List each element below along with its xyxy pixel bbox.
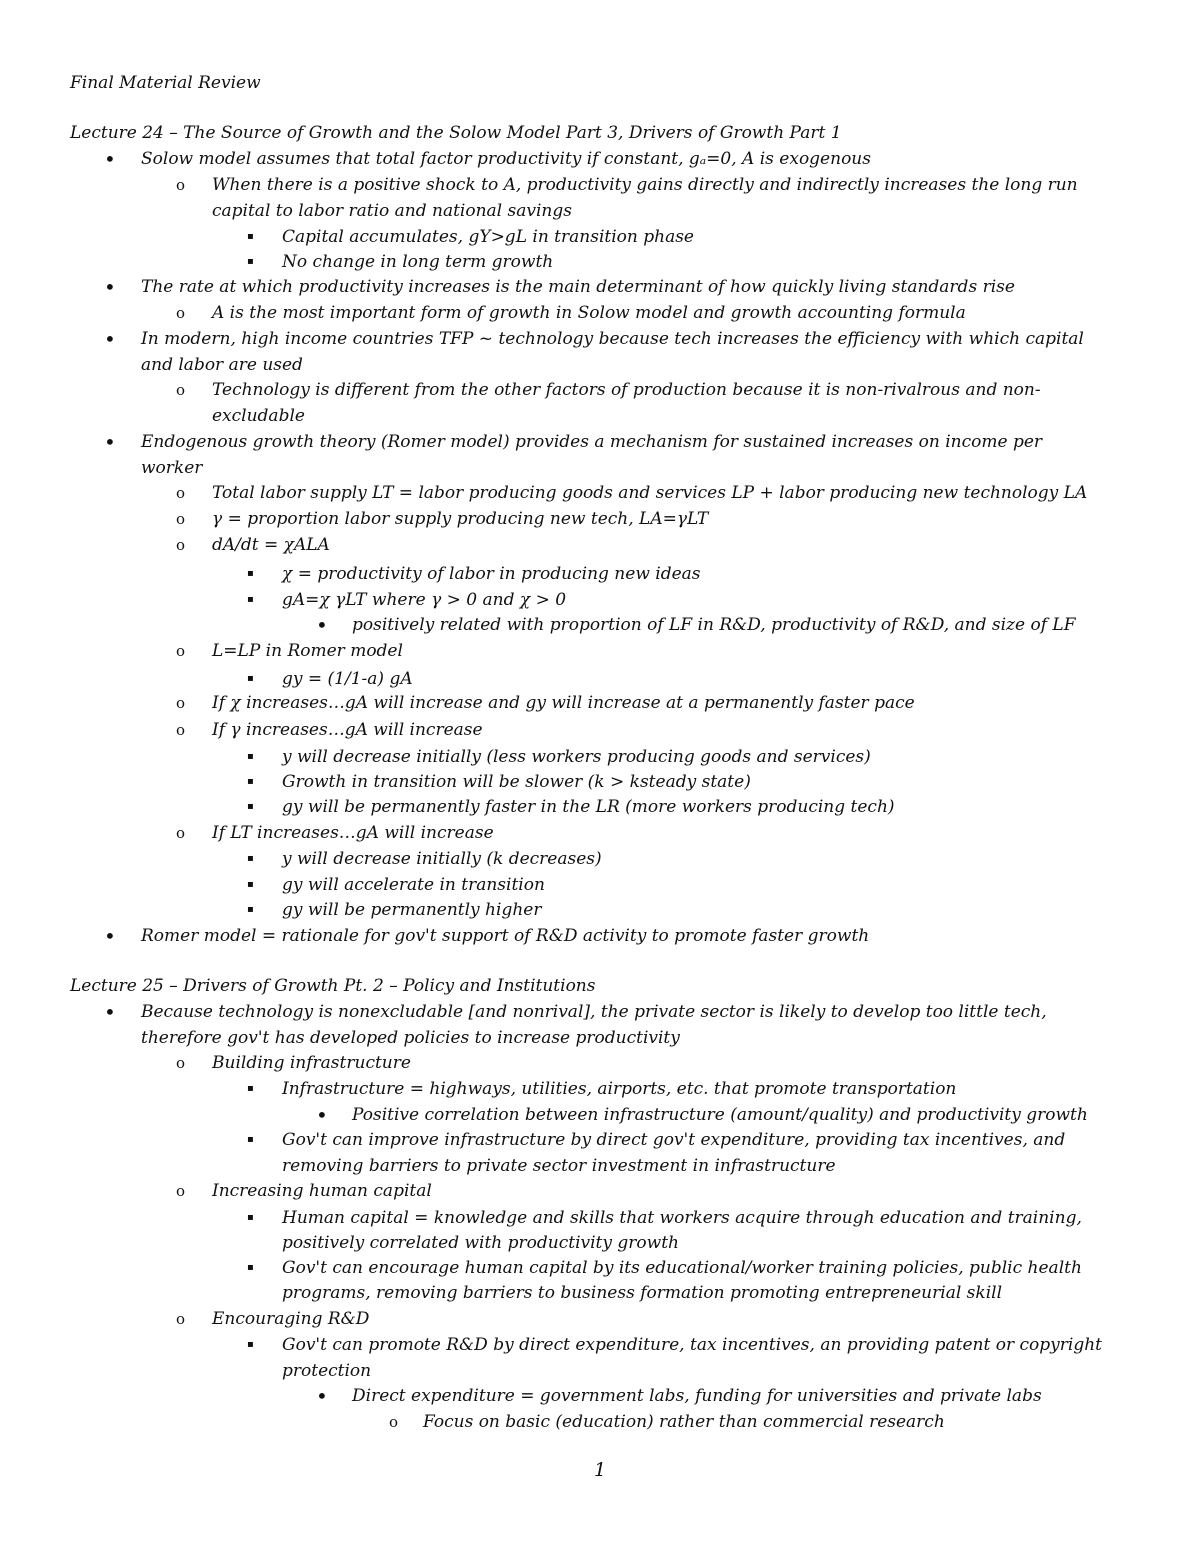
outline-line: y will decrease initially (k decreases)	[282, 849, 602, 869]
list-bullet-marker: ▪	[247, 1134, 254, 1145]
list-bullet-marker: •	[316, 1384, 328, 1408]
outline-line: excludable	[212, 406, 305, 426]
section-heading: Final Material Review	[70, 73, 261, 93]
list-bullet-marker: ▪	[247, 231, 254, 242]
list-bullet-marker: ▪	[247, 879, 254, 890]
outline-line: Focus on basic (education) rather than commercial research	[423, 1412, 945, 1432]
outline-line: programs, removing barriers to business formation promoting entrepreneurial skill	[282, 1283, 1003, 1303]
list-bullet-marker: •	[104, 430, 116, 454]
outline-line: Because technology is nonexcludable [and nonrival], the private sector is likely to develop too little tech,	[141, 1002, 1047, 1022]
outline-line: and labor are used	[141, 355, 303, 375]
list-bullet-marker: ▪	[247, 801, 254, 812]
outline-line: positively correlated with productivity growth	[282, 1233, 679, 1253]
outline-line: y will decrease initially (less workers producing goods and services)	[282, 747, 871, 767]
list-bullet-marker: •	[104, 327, 116, 351]
outline-line: Capital accumulates, gY>gL in transition phase	[282, 227, 694, 247]
outline-line: Direct expenditure = government labs, funding for universities and private labs	[352, 1386, 1042, 1406]
list-bullet-marker: o	[176, 484, 186, 502]
list-bullet-marker: o	[176, 176, 186, 194]
list-bullet-marker: ▪	[247, 594, 254, 605]
outline-line: If LT increases…gA will increase	[212, 823, 494, 843]
list-bullet-marker: ▪	[247, 853, 254, 864]
list-bullet-marker: ▪	[247, 1339, 254, 1350]
list-bullet-marker: ▪	[247, 256, 254, 267]
outline-line: Gov't can encourage human capital by its educational/worker training policies, public health	[282, 1258, 1082, 1278]
outline-line: positively related with proportion of LF in R&D, productivity of R&D, and size of LF	[352, 615, 1076, 635]
page-number: 1	[593, 1459, 607, 1481]
outline-line: χ = productivity of labor in producing new ideas	[282, 564, 701, 584]
outline-line: Gov't can promote R&D by direct expenditure, tax incentives, an providing patent or copyright	[282, 1335, 1102, 1355]
list-bullet-marker: o	[176, 304, 186, 322]
list-bullet-marker: o	[176, 721, 186, 739]
outline-line: Gov't can improve infrastructure by direct gov't expenditure, providing tax incentives, and	[282, 1130, 1066, 1150]
list-bullet-marker: o	[176, 1182, 186, 1200]
list-bullet-marker: o	[176, 642, 186, 660]
list-bullet-marker: o	[176, 536, 186, 554]
outline-line: dA/dt = χALA	[212, 535, 330, 555]
list-bullet-marker: ▪	[247, 1083, 254, 1094]
outline-line: gy will be permanently faster in the LR (more workers producing tech)	[282, 797, 895, 817]
outline-line: Positive correlation between infrastructure (amount/quality) and productivity growth	[352, 1105, 1088, 1125]
list-bullet-marker: •	[316, 1103, 328, 1127]
list-bullet-marker: ▪	[247, 904, 254, 915]
outline-line: Total labor supply LT = labor producing goods and services LP + labor producing new technology LA	[212, 483, 1088, 503]
outline-line: If χ increases…gA will increase and gy will increase at a permanently faster pace	[212, 693, 915, 713]
outline-line: worker	[141, 458, 203, 478]
outline-line: Romer model = rationale for gov't support of R&D activity to promote faster growth	[141, 926, 870, 946]
outline-line: protection	[282, 1361, 372, 1381]
list-bullet-marker: o	[176, 1310, 186, 1328]
outline-line: Human capital = knowledge and skills that workers acquire through education and training,	[282, 1208, 1082, 1228]
outline-line: If γ increases…gA will increase	[212, 720, 483, 740]
outline-line: gy will accelerate in transition	[282, 875, 545, 895]
outline-line: gy will be permanently higher	[282, 900, 542, 920]
list-bullet-marker: ▪	[247, 776, 254, 787]
outline-line: Endogenous growth theory (Romer model) provides a mechanism for sustained increases on income per	[141, 432, 1043, 452]
outline-line: capital to labor ratio and national savings	[212, 201, 572, 221]
list-bullet-marker: •	[316, 613, 328, 637]
outline-line: Increasing human capital	[212, 1181, 432, 1201]
outline-line: The rate at which productivity increases is the main determinant of how quickly living standards rise	[141, 277, 1015, 297]
outline-line: γ = proportion labor supply producing new tech, LA=γLT	[212, 509, 709, 529]
list-bullet-marker: o	[176, 694, 186, 712]
outline-line: Building infrastructure	[212, 1053, 411, 1073]
outline-line: L=LP in Romer model	[212, 641, 403, 661]
list-bullet-marker: ▪	[247, 1212, 254, 1223]
outline-line: Infrastructure = highways, utilities, airports, etc. that promote transportation	[282, 1079, 957, 1099]
outline-line: gy = (1/1-a) gA	[282, 669, 413, 689]
outline-line: therefore gov't has developed policies to increase productivity	[141, 1028, 680, 1048]
list-bullet-marker: •	[104, 1000, 116, 1024]
list-bullet-marker: o	[176, 824, 186, 842]
section-heading: Lecture 25 – Drivers of Growth Pt. 2 – Policy and Institutions	[70, 976, 596, 996]
outline-line: removing barriers to private sector investment in infrastructure	[282, 1156, 836, 1176]
list-bullet-marker: •	[104, 147, 116, 171]
list-bullet-marker: o	[389, 1413, 399, 1431]
list-bullet-marker: ▪	[247, 568, 254, 579]
outline-line: No change in long term growth	[282, 252, 554, 272]
outline-line: gA=χ γLT where γ > 0 and χ > 0	[282, 590, 567, 610]
outline-line: A is the most important form of growth in Solow model and growth accounting formula	[212, 303, 966, 323]
outline-line: Growth in transition will be slower (k > ksteady state)	[282, 772, 751, 792]
list-bullet-marker: ▪	[247, 673, 254, 684]
outline-line: In modern, high income countries TFP ~ technology because tech increases the efficiency with which capital	[141, 329, 1084, 349]
list-bullet-marker: o	[176, 1054, 186, 1072]
outline-line: Solow model assumes that total factor productivity if constant, gₐ=0, A is exogenous	[141, 149, 871, 169]
list-bullet-marker: o	[176, 381, 186, 399]
section-heading: Lecture 24 – The Source of Growth and the Solow Model Part 3, Drivers of Growth Part 1	[70, 123, 842, 143]
outline-line: Encouraging R&D	[212, 1309, 370, 1329]
list-bullet-marker: o	[176, 510, 186, 528]
list-bullet-marker: ▪	[247, 1262, 254, 1273]
list-bullet-marker: •	[104, 275, 116, 299]
outline-line: Technology is different from the other factors of production because it is non-rivalrous and non-	[212, 380, 1041, 400]
outline-line: When there is a positive shock to A, productivity gains directly and indirectly increases the long run	[212, 175, 1078, 195]
list-bullet-marker: ▪	[247, 751, 254, 762]
list-bullet-marker: •	[104, 924, 116, 948]
